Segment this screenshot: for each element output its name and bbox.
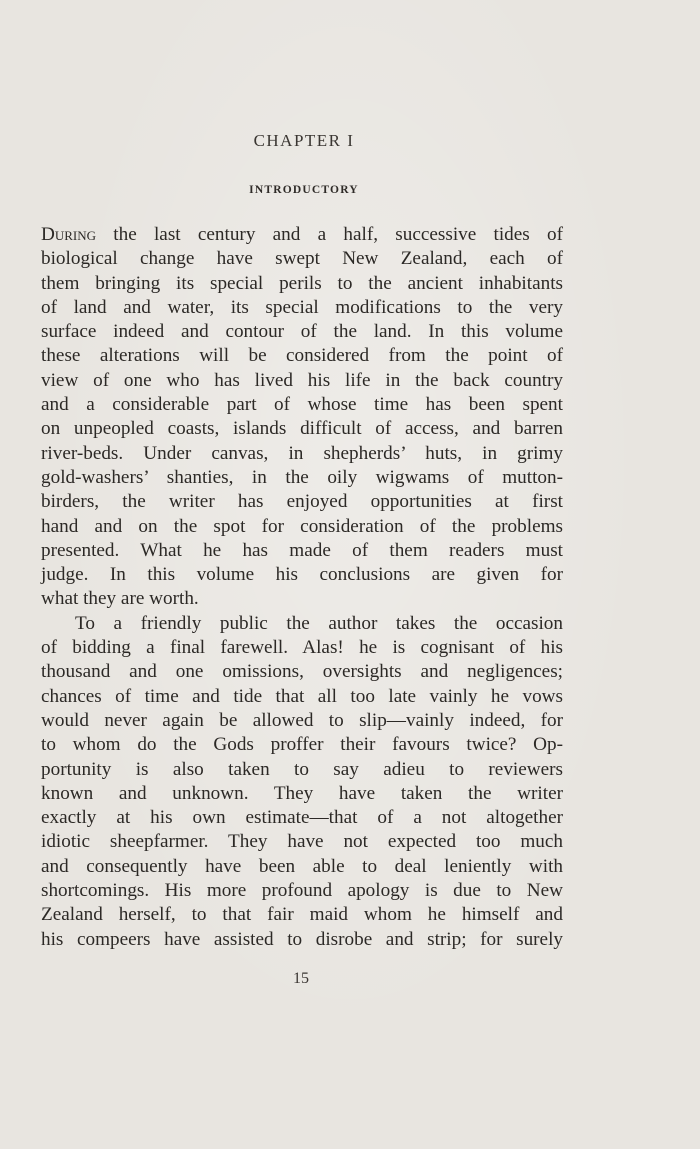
- chapter-heading: CHAPTER I: [253, 131, 355, 150]
- chapter-subheading: INTRODUCTORY: [249, 184, 359, 196]
- text-line: these alterations will be considered from the point of: [41, 345, 563, 367]
- body-text: [41, 223, 563, 952]
- text-line: idiotic sheepfarmer. They have not expected too much: [41, 831, 563, 853]
- text-line: on unpeopled coasts, islands difficult of access, and barren: [41, 418, 563, 440]
- text-line: shortcomings. His more profound apology is due to New: [41, 880, 563, 902]
- text-line: and a considerable part of whose time has been spent: [41, 394, 563, 416]
- text-line: of land and water, its special modifications to the very: [41, 296, 563, 318]
- text-line: surface indeed and contour of the land. In this volume: [41, 321, 563, 343]
- text-line: of bidding a final farewell. Alas! he is cognisant of his: [41, 637, 563, 659]
- text-line: and consequently have been able to deal leniently with: [41, 855, 563, 877]
- text-line: river-beds. Under canvas, in shepherds’ huts, in grimy: [41, 442, 563, 464]
- text-line: view of one who has lived his life in the back country: [41, 369, 563, 391]
- text-line: portunity is also taken to say adieu to reviewers: [41, 758, 563, 780]
- paragraph-1: [41, 223, 563, 612]
- text-line: to whom do the Gods proffer their favours twice? Op-: [41, 734, 563, 756]
- text-line: birders, the writer has enjoyed opportunities at first: [41, 491, 563, 513]
- text-line: them bringing its special perils to the ancient inhabitants: [41, 272, 563, 294]
- text-line: gold-washers’ shanties, in the oily wigwams of mutton-: [41, 466, 563, 488]
- text-line: his compeers have assisted to disrobe and strip; for surely: [41, 928, 563, 950]
- paragraph-2: [41, 612, 563, 952]
- text-line: what they are worth.: [41, 588, 199, 610]
- text-line: chances of time and tide that all too late vainly he vows: [41, 685, 563, 707]
- text-line: exactly at his own estimate—that of a not altogether: [41, 807, 563, 829]
- text-line: would never again be allowed to slip—vainly indeed, for: [41, 709, 563, 731]
- text-line: thousand and one omissions, oversights and negligences;: [41, 661, 563, 683]
- text-line: presented. What he has made of them readers must: [41, 539, 563, 561]
- text-line: known and unknown. They have taken the writer: [41, 782, 563, 804]
- text-line: judge. In this volume his conclusions are given for: [41, 564, 563, 586]
- text-line: hand and on the spot for consideration of the problems: [41, 515, 563, 537]
- text-line: During the last century and a half, successive tides of: [41, 224, 563, 245]
- text-line: Zealand herself, to that fair maid whom he himself and: [41, 904, 563, 926]
- page-number: 15: [293, 970, 309, 987]
- text-line: biological change have swept New Zealand, each of: [41, 248, 563, 270]
- text-line: To a friendly public the author takes the occasion: [75, 612, 563, 634]
- opening-word: During: [41, 224, 97, 245]
